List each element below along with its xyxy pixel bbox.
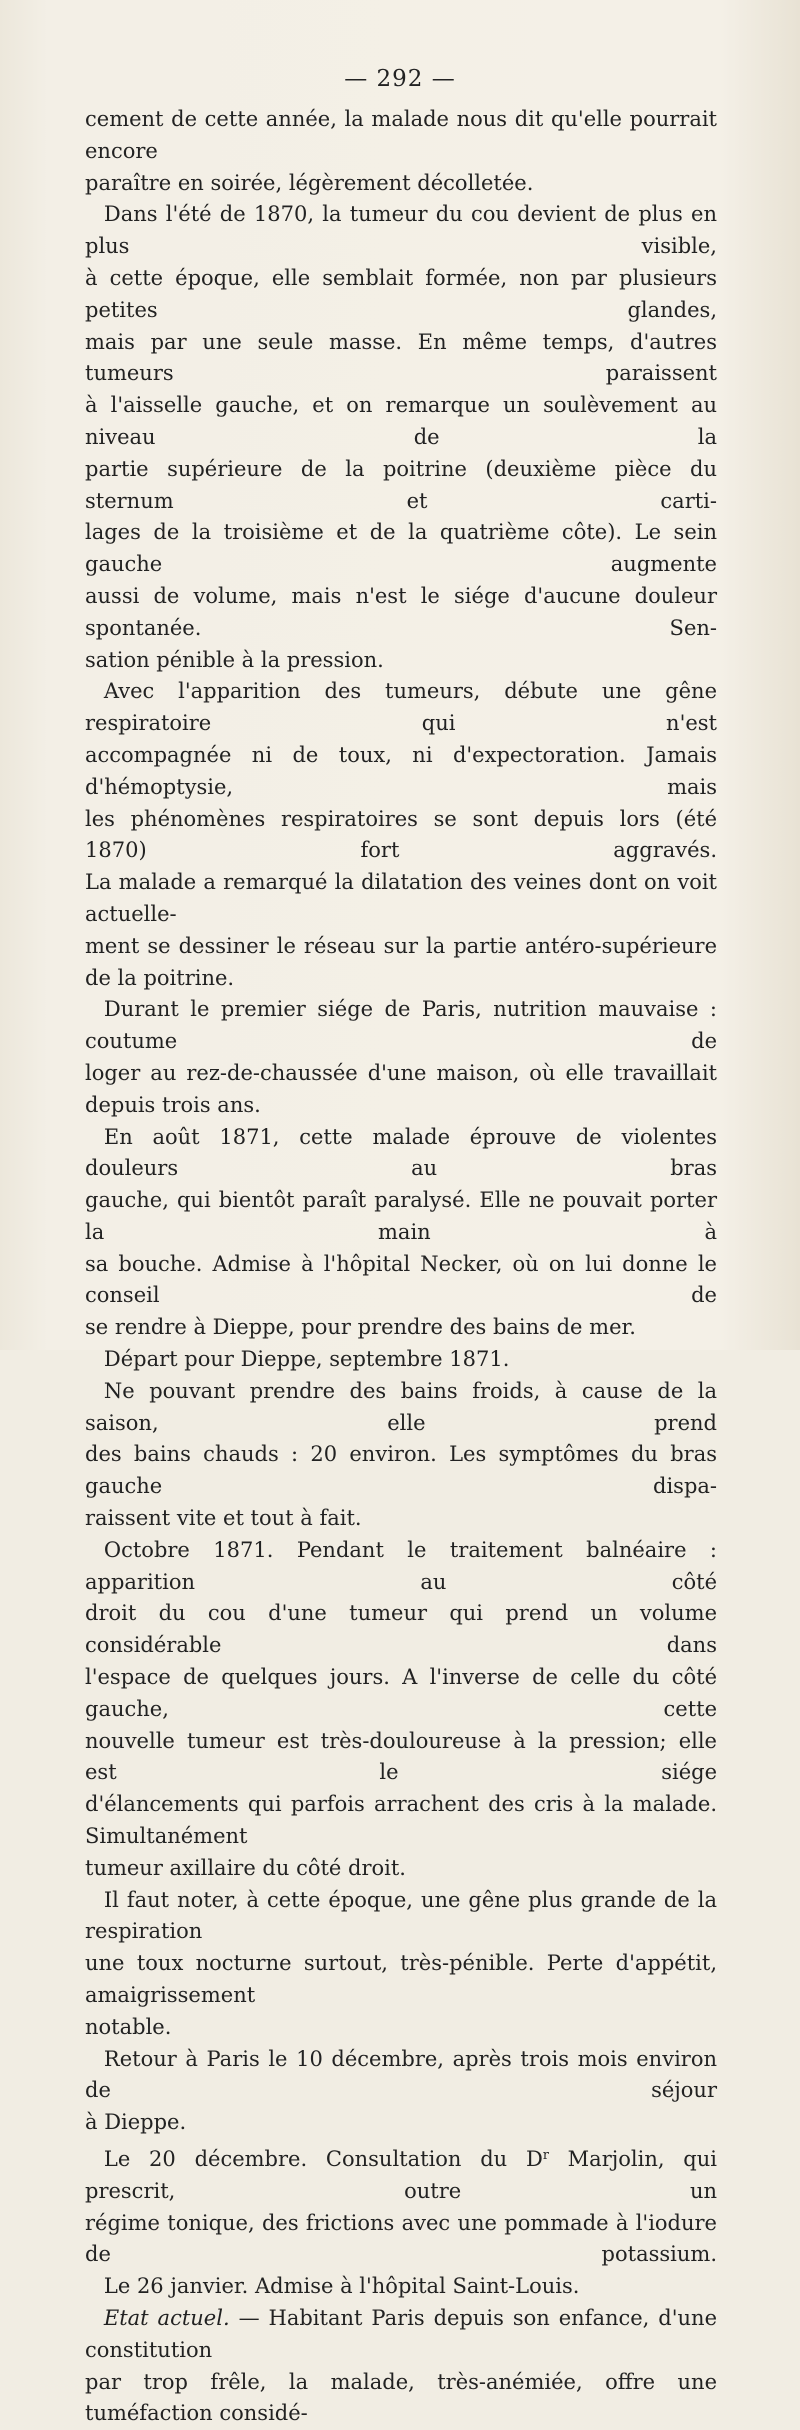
text-line: nouvelle tumeur est très-douloureuse à la pression; elle est le siége (85, 1726, 717, 1790)
text-line: Dans l'été de 1870, la tumeur du cou devient de plus en plus visible, (85, 199, 717, 263)
text-line: sation pénible à la pression. (85, 645, 717, 677)
superscript: r (543, 2147, 549, 2162)
text-line: tumeur axillaire du côté droit. (85, 1853, 717, 1885)
text-line: à l'aisselle gauche, et on remarque un soulèvement au niveau de la (85, 390, 717, 454)
text-line: accompagnée ni de toux, ni d'expectoration. Jamais d'hémoptysie, mais (85, 740, 717, 804)
text-line: se rendre à Dieppe, pour prendre des bains de mer. (85, 1312, 717, 1344)
text-line: une toux nocturne surtout, très-pénible. Perte d'appétit, amaigrissement (85, 1948, 717, 2012)
text-line: lages de la troisième et de la quatrième côte). Le sein gauche augmente (85, 517, 717, 581)
text-line: gauche, qui bientôt paraît paralysé. Elle ne pouvait porter la main à (85, 1185, 717, 1249)
text-line: Retour à Paris le 10 décembre, après trois mois environ de séjour (85, 2044, 717, 2108)
page-number: — 292 — (0, 66, 800, 92)
text-line: aussi de volume, mais n'est le siége d'aucune douleur spontanée. Sen- (85, 581, 717, 645)
text-line: régime tonique, des frictions avec une pommade à l'iodure de potassium. (85, 2208, 717, 2272)
text-line: droit du cou d'une tumeur qui prend un volume considérable dans (85, 1598, 717, 1662)
text-line: Octobre 1871. Pendant le traitement balnéaire : apparition au côté (85, 1535, 717, 1599)
text-line: Ne pouvant prendre des bains froids, à cause de la saison, elle prend (85, 1376, 717, 1440)
text-line: par trop frêle, la malade, très-anémiée, offre une tuméfaction considé- (85, 2367, 717, 2430)
text-line: à cette époque, elle semblait formée, non par plusieurs petites glandes, (85, 263, 717, 327)
text-line: Durant le premier siége de Paris, nutrition mauvaise : coutume de (85, 994, 717, 1058)
text-line: Le 26 janvier. Admise à l'hôpital Saint-Louis. (85, 2271, 717, 2303)
text-segment: — Habitant Paris depuis son enfance, d'une constitution (85, 2306, 717, 2362)
text-line: l'espace de quelques jours. A l'inverse de celle du côté gauche, cette (85, 1662, 717, 1726)
text-line: des bains chauds : 20 environ. Les symptômes du bras gauche dispa- (85, 1439, 717, 1503)
text-line: sa bouche. Admise à l'hôpital Necker, où on lui donne le conseil de (85, 1249, 717, 1313)
text-line (85, 2303, 717, 2367)
section-heading: Etat actuel. (104, 2306, 230, 2330)
text-line: Départ pour Dieppe, septembre 1871. (85, 1344, 717, 1376)
text-line: notable. (85, 2012, 717, 2044)
text-line: En août 1871, cette malade éprouve de violentes douleurs au bras (85, 1122, 717, 1186)
text-line: raissent vite et tout à fait. (85, 1503, 717, 1535)
text-line: partie supérieure de la poitrine (deuxième pièce du sternum et carti- (85, 454, 717, 518)
text-line: ment se dessiner le réseau sur la partie antéro-supérieure de la poitrine. (85, 931, 717, 995)
text-segment: Marjolin, qui prescrit, outre un (85, 2147, 717, 2203)
text-line: à Dieppe. (85, 2107, 717, 2139)
text-line (85, 2139, 717, 2208)
text-line: cement de cette année, la malade nous dit qu'elle pourrait encore (85, 104, 717, 168)
text-line: Il faut noter, à cette époque, une gêne plus grande de la respiration (85, 1885, 717, 1949)
text-line: mais par une seule masse. En même temps, d'autres tumeurs paraissent (85, 327, 717, 391)
text-line: d'élancements qui parfois arrachent des cris à la malade. Simultanément (85, 1789, 717, 1853)
text-segment: Le 20 décembre. Consultation du D (104, 2147, 543, 2171)
text-line: Avec l'apparition des tumeurs, débute une gêne respiratoire qui n'est (85, 676, 717, 740)
text-line: paraître en soirée, légèrement décolletée. (85, 168, 717, 200)
text-line: La malade a remarqué la dilatation des veines dont on voit actuelle- (85, 867, 717, 931)
body-text (85, 104, 717, 2430)
text-line: loger au rez-de-chaussée d'une maison, où elle travaillait depuis trois ans. (85, 1058, 717, 1122)
text-line: les phénomènes respiratoires se sont depuis lors (été 1870) fort aggravés. (85, 804, 717, 868)
